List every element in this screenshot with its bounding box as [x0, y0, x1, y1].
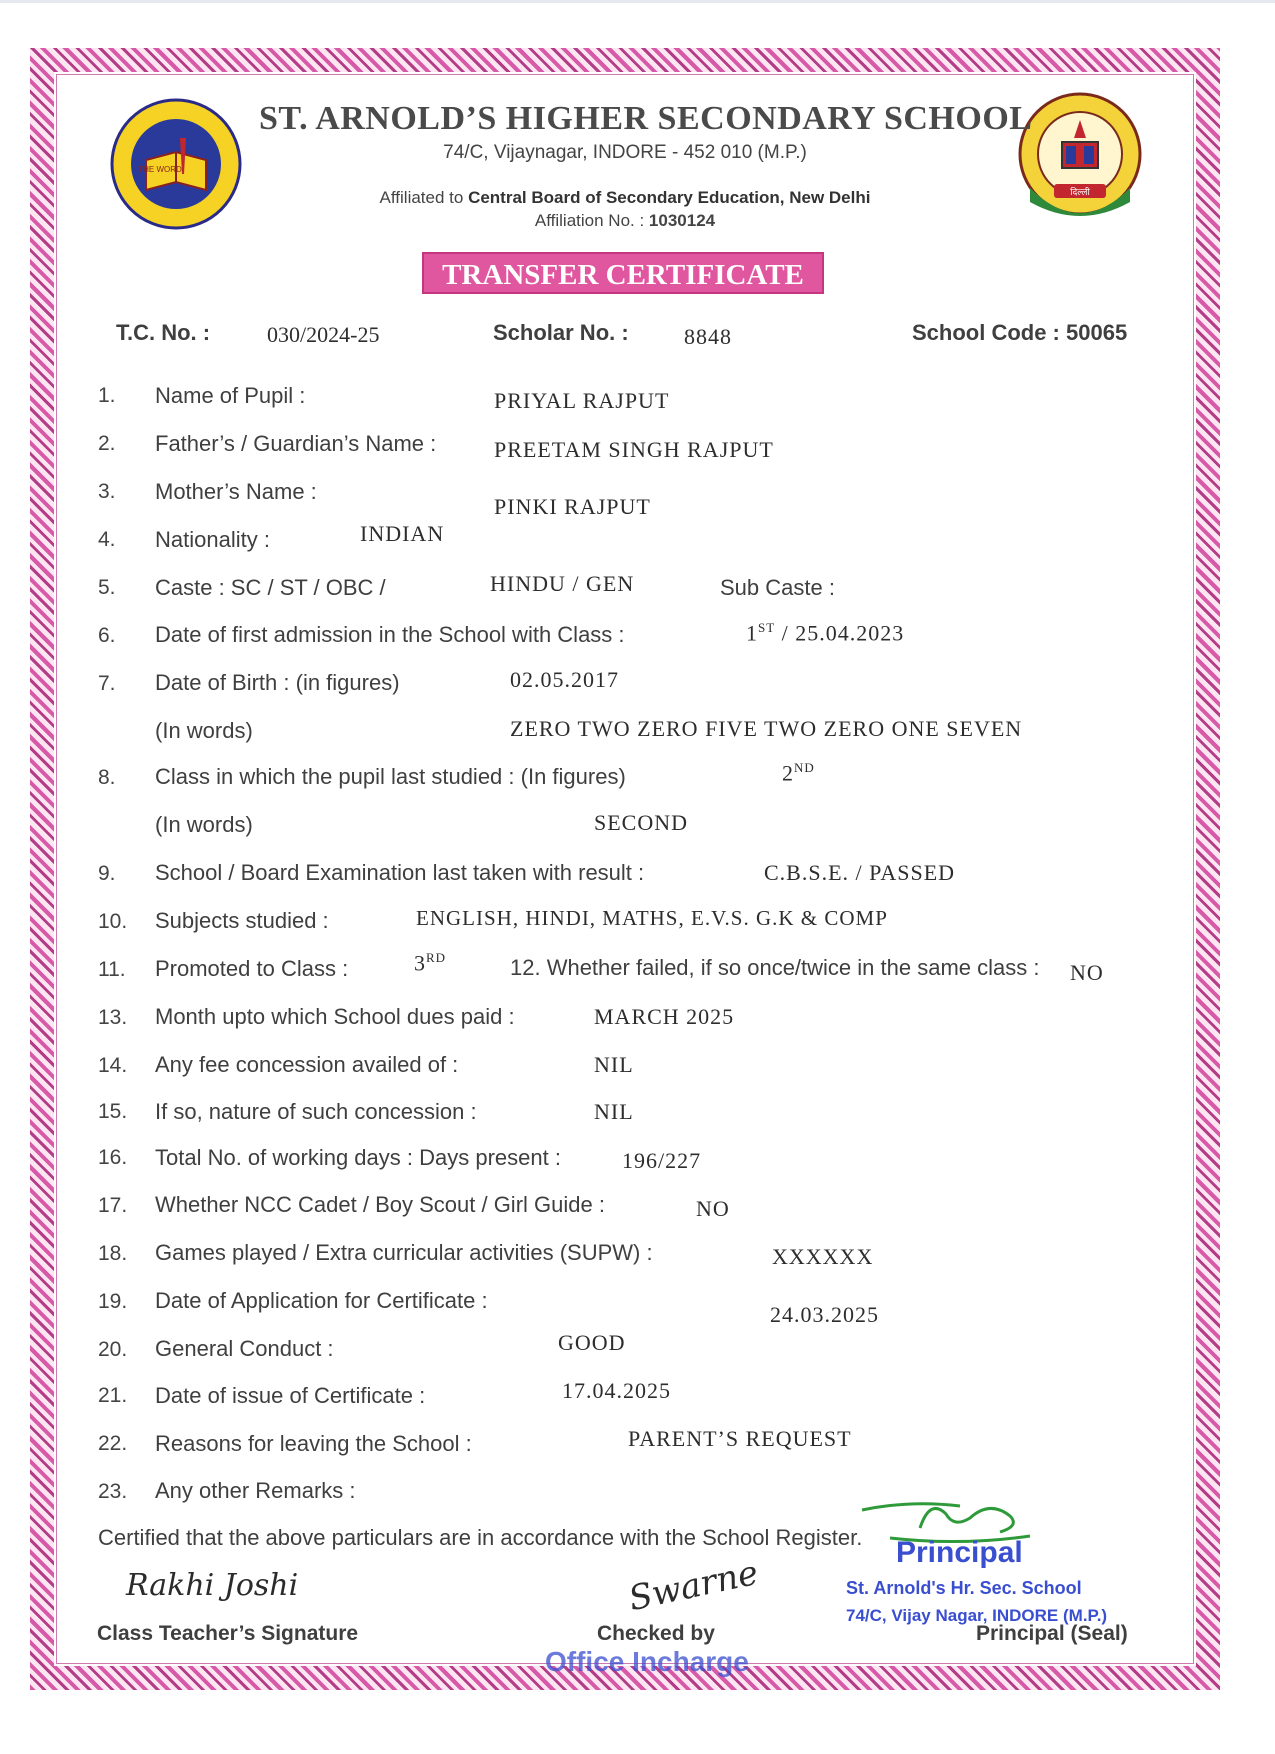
- row-label: General Conduct :: [155, 1336, 334, 1361]
- row-value-ncc: NO: [696, 1196, 730, 1221]
- row-value-caste: HINDU / GEN: [490, 571, 635, 596]
- row-label: Date of Application for Certificate :: [155, 1288, 488, 1313]
- cbse-seal-logo: [1016, 90, 1144, 226]
- row-value-admission: [746, 620, 904, 646]
- certificate-title: TRANSFER CERTIFICATE: [422, 252, 824, 294]
- tc-number-value: 030/2024-25: [267, 322, 380, 347]
- row-label: (In words): [155, 718, 253, 743]
- row-value-class-words: SECOND: [594, 810, 689, 835]
- board-name: Central Board of Secondary Education, New Delhi: [468, 188, 871, 207]
- row-number: 22.: [98, 1432, 128, 1455]
- class-teacher-label: Class Teacher’s Signature: [97, 1622, 359, 1645]
- row-label: Subjects studied :: [155, 908, 329, 933]
- row-label: Month upto which School dues paid :: [155, 1004, 515, 1029]
- row-value-father-name: PREETAM SINGH RAJPUT: [494, 437, 774, 462]
- principal-label: Principal (Seal): [976, 1622, 1128, 1645]
- row-label: Father’s / Guardian’s Name :: [155, 431, 437, 456]
- admission-class-suffix: ST: [758, 620, 776, 635]
- affiliation-number-line: [300, 211, 950, 231]
- row-number: 5.: [98, 576, 116, 599]
- row-value-leaving-reason: PARENT’S REQUEST: [628, 1426, 852, 1451]
- principal-stamp-address: 74/C, Vijay Nagar, INDORE (M.P.): [846, 1606, 1108, 1625]
- row-value-application-date: 24.03.2025: [770, 1302, 879, 1327]
- row-label: (In words): [155, 812, 253, 837]
- row-number: 11.: [98, 958, 126, 981]
- school-seal-logo: [106, 98, 246, 230]
- row-label: Promoted to Class :: [155, 956, 349, 981]
- class-figure-suffix: ND: [794, 760, 815, 775]
- row-value-conduct: GOOD: [558, 1330, 626, 1355]
- failed-question-value: NO: [1070, 960, 1104, 985]
- row-label: Whether NCC Cadet / Boy Scout / Girl Guide :: [155, 1192, 605, 1217]
- row-value-exam-result: C.B.S.E. / PASSED: [764, 860, 956, 885]
- affiliated-prefix: Affiliated to: [379, 188, 464, 207]
- row-number: 20.: [98, 1338, 128, 1361]
- row-value-concession-nature: NIL: [594, 1099, 634, 1124]
- row-number: 18.: [98, 1242, 128, 1265]
- promoted-class: 3: [414, 950, 426, 976]
- row-value-mother-name: PINKI RAJPUT: [494, 494, 651, 519]
- row-label: Games played / Extra curricular activities (SUPW) :: [155, 1240, 653, 1265]
- row-number: 4.: [98, 528, 116, 551]
- admission-class: 1: [746, 620, 758, 646]
- sub-caste-label: Sub Caste :: [720, 575, 835, 600]
- failed-question-label: 12. Whether failed, if so once/twice in the same class :: [510, 955, 1040, 980]
- row-label: Nationality :: [155, 527, 270, 552]
- row-label: Mother’s Name :: [155, 479, 317, 504]
- row-label: Class in which the pupil last studied : (In figures): [155, 764, 626, 789]
- row-label: Any other Remarks :: [155, 1478, 356, 1503]
- class-figure: 2: [782, 760, 794, 786]
- logo-word: THE WORD: [138, 165, 182, 174]
- row-value-dob-figures: 02.05.2017: [510, 667, 619, 692]
- row-value-promoted-class: [414, 950, 446, 976]
- row-number: 21.: [98, 1384, 128, 1407]
- row-value-fee-concession: NIL: [594, 1052, 634, 1077]
- cbse-logo-text: दिल्ली: [1070, 188, 1090, 198]
- row-number: 8.: [98, 766, 116, 789]
- row-number: 15.: [98, 1100, 128, 1123]
- row-number: 16.: [98, 1146, 128, 1169]
- row-number: 10.: [98, 910, 128, 933]
- row-number: 2.: [98, 432, 116, 455]
- class-teacher-signature: Rakhi Joshi: [126, 1568, 299, 1603]
- promoted-class-suffix: RD: [426, 950, 447, 965]
- school-code: School Code : 50065: [912, 320, 1128, 345]
- row-label: If so, nature of such concession :: [155, 1099, 477, 1124]
- affiliation-line: [300, 188, 950, 208]
- admission-date: / 25.04.2023: [775, 620, 905, 646]
- row-label: Date of Birth : (in figures): [155, 670, 400, 695]
- row-number: 7.: [98, 672, 116, 695]
- row-value-nationality: INDIAN: [360, 521, 445, 546]
- row-value-pupil-name: PRIYAL RAJPUT: [494, 388, 670, 413]
- scan-top-edge: [0, 0, 1275, 3]
- row-value-dues-paid: MARCH 2025: [594, 1004, 735, 1029]
- office-incharge-stamp: Office Incharge: [545, 1646, 749, 1677]
- row-label: Name of Pupil :: [155, 383, 306, 408]
- row-number: 3.: [98, 480, 116, 503]
- row-label: Reasons for leaving the School :: [155, 1431, 472, 1456]
- affiliation-label: Affiliation No. :: [534, 211, 645, 230]
- certification-statement: Certified that the above particulars are in accordance with the School Register.: [98, 1525, 863, 1550]
- row-value-dob-words: ZERO TWO ZERO FIVE TWO ZERO ONE SEVEN: [510, 716, 1023, 741]
- row-label: School / Board Examination last taken with result :: [155, 860, 645, 885]
- row-label: Any fee concession availed of :: [155, 1052, 459, 1077]
- row-value-games: XXXXXX: [772, 1244, 874, 1269]
- checked-by-signature: Swarne: [625, 1552, 762, 1620]
- row-number: 23.: [98, 1480, 128, 1503]
- school-address: 74/C, Vijaynagar, INDORE - 452 010 (M.P.): [443, 142, 807, 163]
- row-number: 17.: [98, 1194, 128, 1217]
- row-label: Caste : SC / ST / OBC /: [155, 575, 386, 600]
- row-value-subjects: ENGLISH, HINDI, MATHS, E.V.S. G.K & COMP: [416, 906, 888, 930]
- row-number: 9.: [98, 862, 116, 885]
- checked-by-label: Checked by: [597, 1622, 715, 1645]
- row-number: 6.: [98, 624, 116, 647]
- row-number: 14.: [98, 1054, 128, 1077]
- row-label: Date of issue of Certificate :: [155, 1383, 426, 1408]
- principal-stamp-title: Principal: [896, 1536, 1023, 1569]
- school-name: ST. ARNOLD’S HIGHER SECONDARY SCHOOL: [259, 100, 1033, 137]
- row-value-class-figures: [782, 760, 815, 786]
- row-number: 13.: [98, 1006, 128, 1029]
- scholar-number-label: Scholar No. :: [493, 320, 629, 345]
- affiliation-number: 1030124: [648, 211, 716, 230]
- row-number: 19.: [98, 1290, 128, 1313]
- row-value-issue-date: 17.04.2025: [562, 1378, 671, 1403]
- row-number: 1.: [98, 384, 116, 407]
- tc-number-label: T.C. No. :: [116, 320, 211, 345]
- scholar-number-value: 8848: [684, 324, 732, 349]
- row-label: Date of first admission in the School with Class :: [155, 622, 625, 647]
- row-label: Total No. of working days : Days present :: [155, 1145, 561, 1170]
- principal-stamp-school: St. Arnold's Hr. Sec. School: [846, 1578, 1082, 1598]
- row-value-days-present: 196/227: [622, 1148, 702, 1173]
